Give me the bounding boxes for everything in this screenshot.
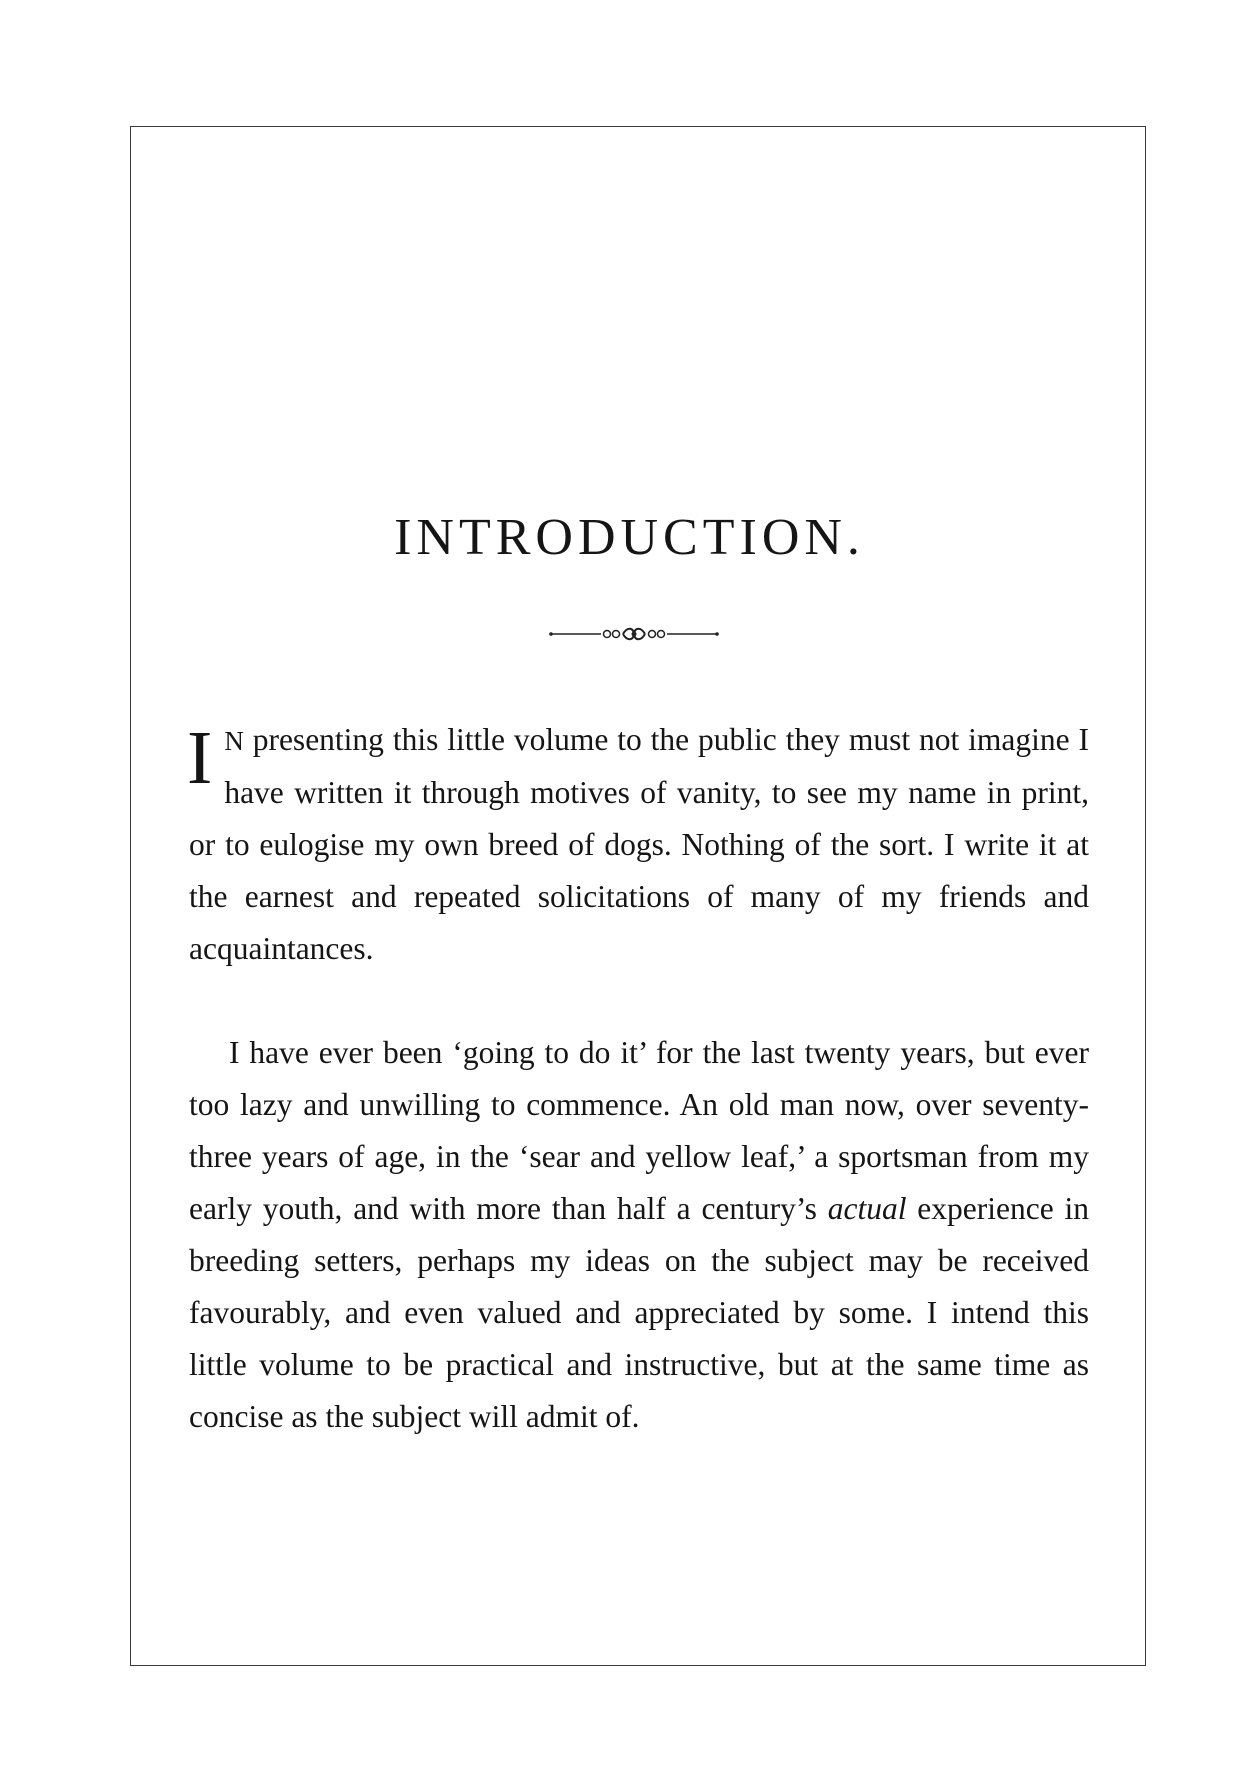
paragraph-2-text-end: experience in breeding setters, perhaps my ideas on the subject may be received favourably, and even valued and appreciated by some. I intend this little volume to be practical and instructive, but at the same time as concise as the subject will admit of. — [189, 1191, 1090, 1434]
introduction-body — [189, 714, 1089, 1443]
lead-word-rest: N — [224, 726, 244, 756]
drop-cap: I — [187, 716, 213, 800]
decorative-divider-icon — [549, 622, 719, 646]
paragraph-2-text-start: I have ever been ‘going to do it’ for the last twenty years, but ever too lazy and unwilling to commence. An old man now, over seventy-three years of age, in the ‘sear and yellow leaf,’ a sportsman from my early youth, and with more than half a century’s — [189, 1035, 1089, 1226]
paragraph-2 — [189, 1027, 1089, 1443]
paragraph-1-text: presenting this little volume to the public they must not imagine I have written it through motives of vanity, to see my name in print, or to eulogise my own breed of dogs. Nothing of the sort. I write it at the earnest and repeated solicitations of many of my friends and acquaintances. — [189, 722, 1089, 966]
paragraph-1 — [189, 714, 1089, 975]
italic-word: actual — [827, 1191, 907, 1226]
page-title: INTRODUCTION. — [394, 509, 865, 566]
